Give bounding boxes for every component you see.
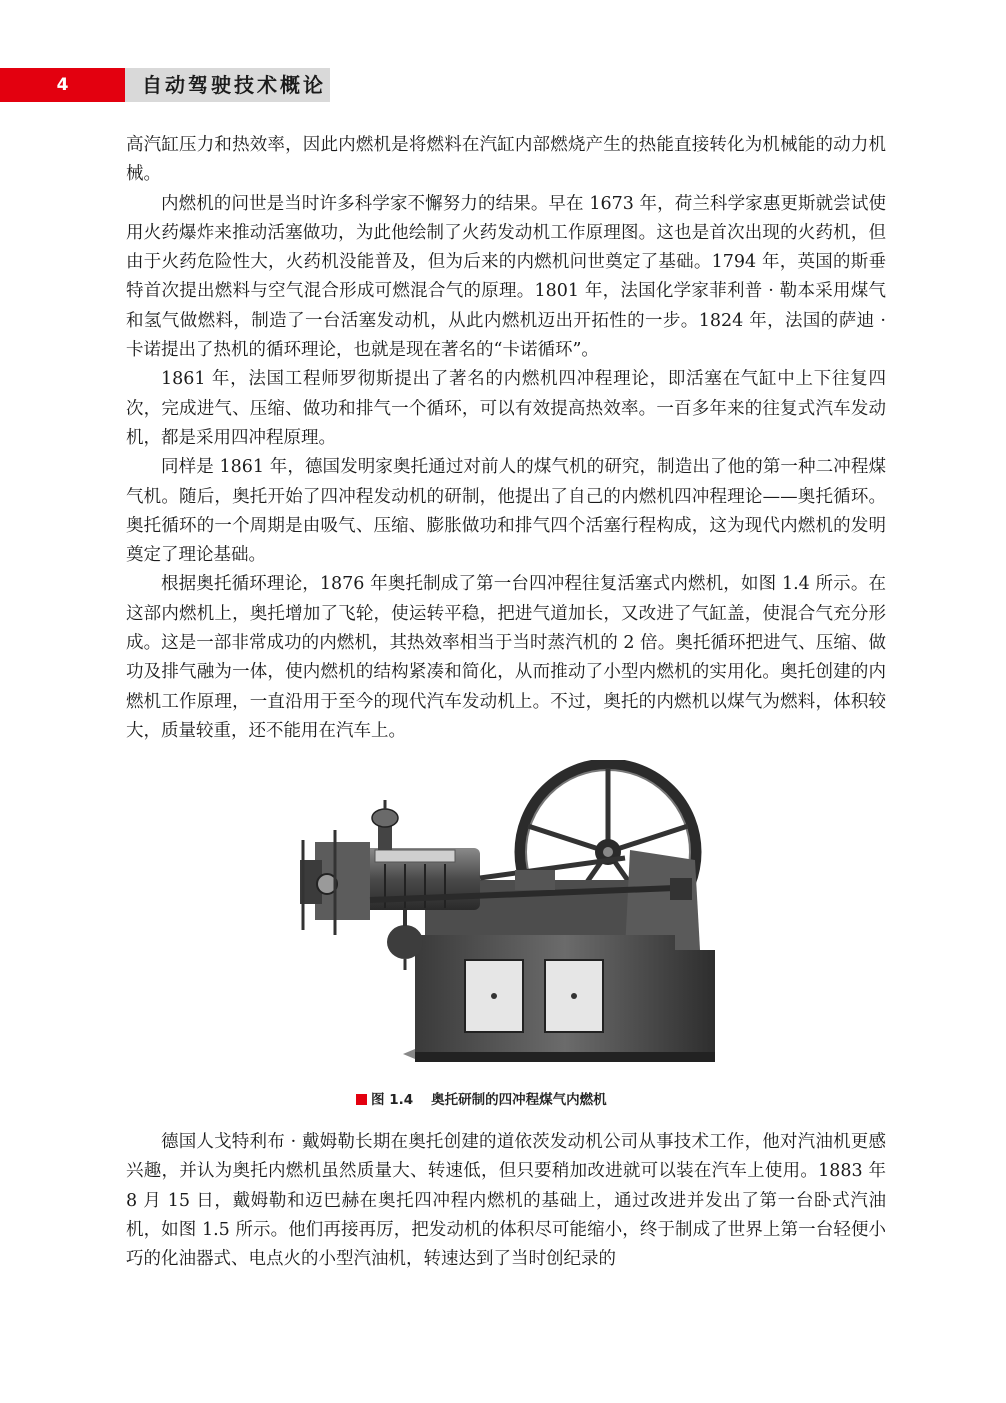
- figure-label: 图 1.4: [371, 1092, 414, 1108]
- caption-marker: [356, 1094, 367, 1105]
- book-title: 自动驾驶技术概论: [142, 73, 326, 97]
- paragraph: 高汽缸压力和热效率，因此内燃机是将燃料在汽缸内部燃烧产生的热能直接转化为机械能的动力机械。: [126, 135, 886, 185]
- paragraph: 1861 年，法国工程师罗彻斯提出了著名的内燃机四冲程理论，即活塞在气缸中上下往复四次，完成进气、压缩、做功和排气一个循环，可以有效提高热效率。一百多年来的往复式汽车发动机，都是采用四冲程原理。: [126, 369, 886, 448]
- body-text-bottom: [126, 1128, 886, 1274]
- body-text-top: [126, 131, 886, 746]
- page-number: 4: [56, 75, 69, 95]
- otto-engine-illustration: [275, 760, 737, 1070]
- paragraph: 德国人戈特利布 · 戴姆勒长期在奥托创建的道依茨发动机公司从事技术工作，他对汽油机更感兴趣，并认为奥托内燃机虽然质量大、转速低，但只要稍加改进就可以装在汽车上使用。1883 年 8 月 15 日，戴姆勒和迈巴赫在奥托四冲程内燃机的基础上，通过改进并发出了第一台卧式汽油机，如图 1.5 所示。他们再接再厉，把发动机的体积尽可能缩小，终于制成了世界上第一台轻便小巧的化油器式、电点火的小型汽油机，转速达到了当时创纪录的: [126, 1132, 886, 1270]
- engine-figure: [275, 760, 737, 1070]
- figure-caption-text: 奥托研制的四冲程煤气内燃机: [431, 1092, 607, 1108]
- paragraph: 根据奥托循环理论，1876 年奥托制成了第一台四冲程往复活塞式内燃机，如图 1.4 所示。在这部内燃机上，奥托增加了飞轮，使运转平稳，把进气道加长，又改进了气缸盖，使混合气充分形成。这是一部非常成功的内燃机，其热效率相当于当时蒸汽机的 2 倍。奥托循环把进气、压缩、做功及排气融为一体，使内燃机的结构紧凑和简化，从而推动了小型内燃机的实用化。奥托创建的内燃机工作原理，一直沿用于至今的现代汽车发动机上。不过，奥托的内燃机以煤气为燃料，体积较大，质量较重，还不能用在汽车上。: [126, 574, 886, 741]
- paragraph: 同样是 1861 年，德国发明家奥托通过对前人的煤气机的研究，制造出了他的第一种二冲程煤气机。随后，奥托开始了四冲程发动机的研制，他提出了自己的内燃机四冲程理论——奥托循环。奥托循环的一个周期是由吸气、压缩、膨胀做功和排气四个活塞行程构成，这为现代内燃机的发明奠定了理论基础。: [126, 457, 886, 566]
- paragraph: 内燃机的问世是当时许多科学家不懈努力的结果。早在 1673 年，荷兰科学家惠更斯就尝试使用火药爆炸来推动活塞做功，为此他绘制了火药发动机工作原理图。这也是首次出现的火药机，但由于火药危险性大，火药机没能普及，但为后来的内燃机问世奠定了基础。1794 年，英国的斯垂特首次提出燃料与空气混合形成可燃混合气的原理。1801 年，法国化学家菲利普 · 勒本采用煤气和氢气做燃料，制造了一台活塞发动机，从此内燃机迈出开拓性的一步。1824 年，法国的萨迪 · 卡诺提出了热机的循环理论，也就是现在著名的“卡诺循环”。: [126, 193, 886, 361]
- figure-caption: [356, 1090, 607, 1110]
